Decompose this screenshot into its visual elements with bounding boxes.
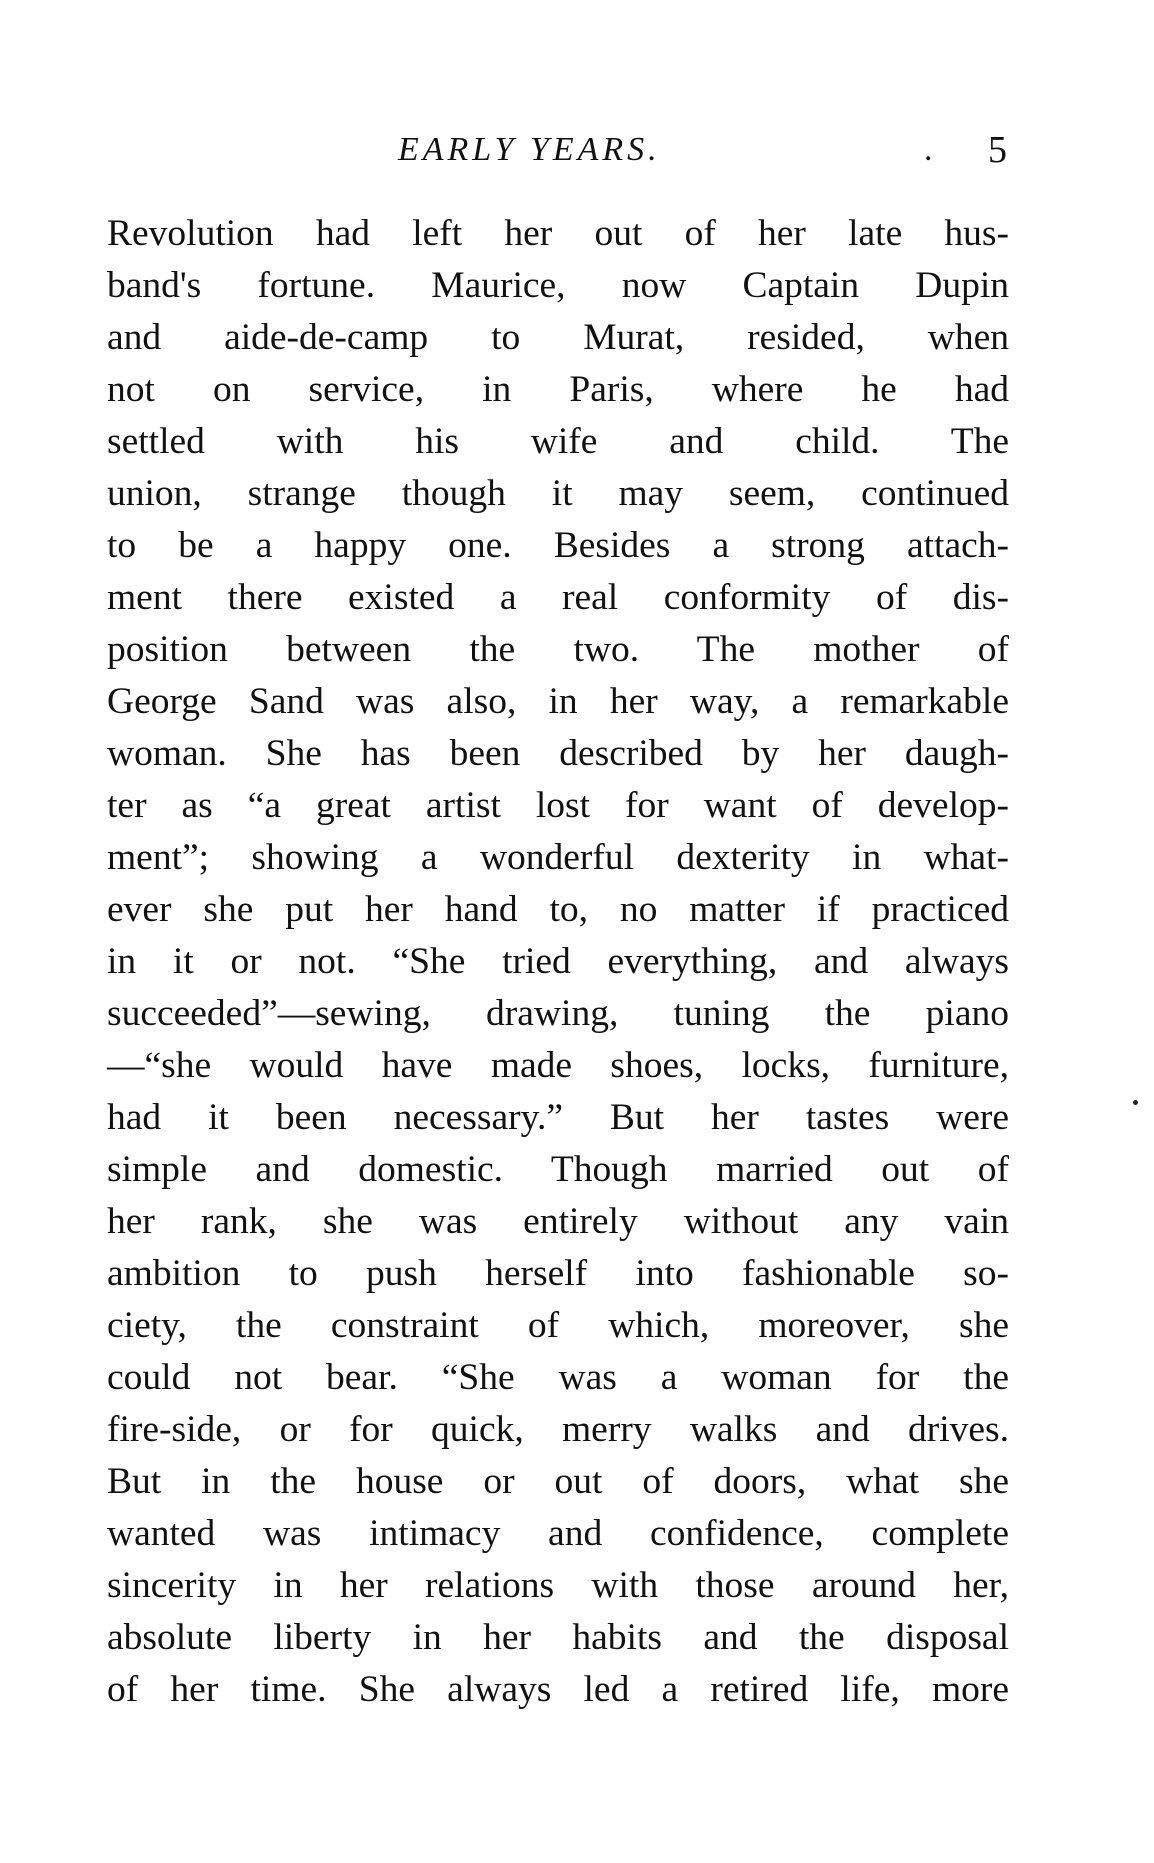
text-line: ment there existed a real conformity of dis- bbox=[107, 577, 1009, 618]
text-line: in it or not. “She tried everything, and always bbox=[107, 941, 1009, 982]
text-line: George Sand was also, in her way, a remarkable bbox=[107, 681, 1009, 722]
page-number: 5 bbox=[988, 129, 1007, 171]
text-line: absolute liberty in her habits and the disposal bbox=[107, 1617, 1009, 1658]
text-line: But in the house or out of doors, what she bbox=[107, 1461, 1009, 1502]
text-line: ter as “a great artist lost for want of develop- bbox=[107, 785, 1009, 826]
text-line: Revolution had left her out of her late hus- bbox=[107, 213, 1009, 254]
ink-speck bbox=[1133, 1100, 1138, 1105]
text-line: and aide-de-camp to Murat, resided, when bbox=[107, 317, 1009, 358]
text-line: could not bear. “She was a woman for the bbox=[107, 1357, 1009, 1398]
text-line: band's fortune. Maurice, now Captain Dupin bbox=[107, 265, 1009, 306]
text-line: not on service, in Paris, where he had bbox=[107, 369, 1009, 410]
text-line: ciety, the constraint of which, moreover, she bbox=[107, 1305, 1009, 1346]
text-line: had it been necessary.” But her tastes were bbox=[107, 1097, 1009, 1138]
text-line: union, strange though it may seem, continued bbox=[107, 473, 1009, 514]
text-line: settled with his wife and child. The bbox=[107, 421, 1009, 462]
running-head-dot: . bbox=[924, 131, 933, 168]
body-text bbox=[107, 208, 1009, 1716]
text-line: of her time. She always led a retired life, more bbox=[107, 1669, 1009, 1710]
text-line: wanted was intimacy and confidence, complete bbox=[107, 1513, 1009, 1554]
running-head bbox=[0, 128, 1154, 172]
running-head-title: EARLY YEARS. bbox=[398, 131, 661, 168]
text-line: sincerity in her relations with those around her, bbox=[107, 1565, 1009, 1606]
text-line: succeeded”—sewing, drawing, tuning the piano bbox=[107, 993, 1009, 1034]
text-line: —“she would have made shoes, locks, furniture, bbox=[107, 1045, 1009, 1086]
text-line: ambition to push herself into fashionable so- bbox=[107, 1253, 1009, 1294]
text-line: ever she put her hand to, no matter if practiced bbox=[107, 889, 1009, 930]
text-line: fire-side, or for quick, merry walks and drives. bbox=[107, 1409, 1009, 1450]
text-line: simple and domestic. Though married out of bbox=[107, 1149, 1009, 1190]
text-line: her rank, she was entirely without any vain bbox=[107, 1201, 1009, 1242]
text-line: to be a happy one. Besides a strong attach- bbox=[107, 525, 1009, 566]
text-line: woman. She has been described by her daugh- bbox=[107, 733, 1009, 774]
text-line: ment”; showing a wonderful dexterity in what- bbox=[107, 837, 1009, 878]
text-line: position between the two. The mother of bbox=[107, 629, 1009, 670]
